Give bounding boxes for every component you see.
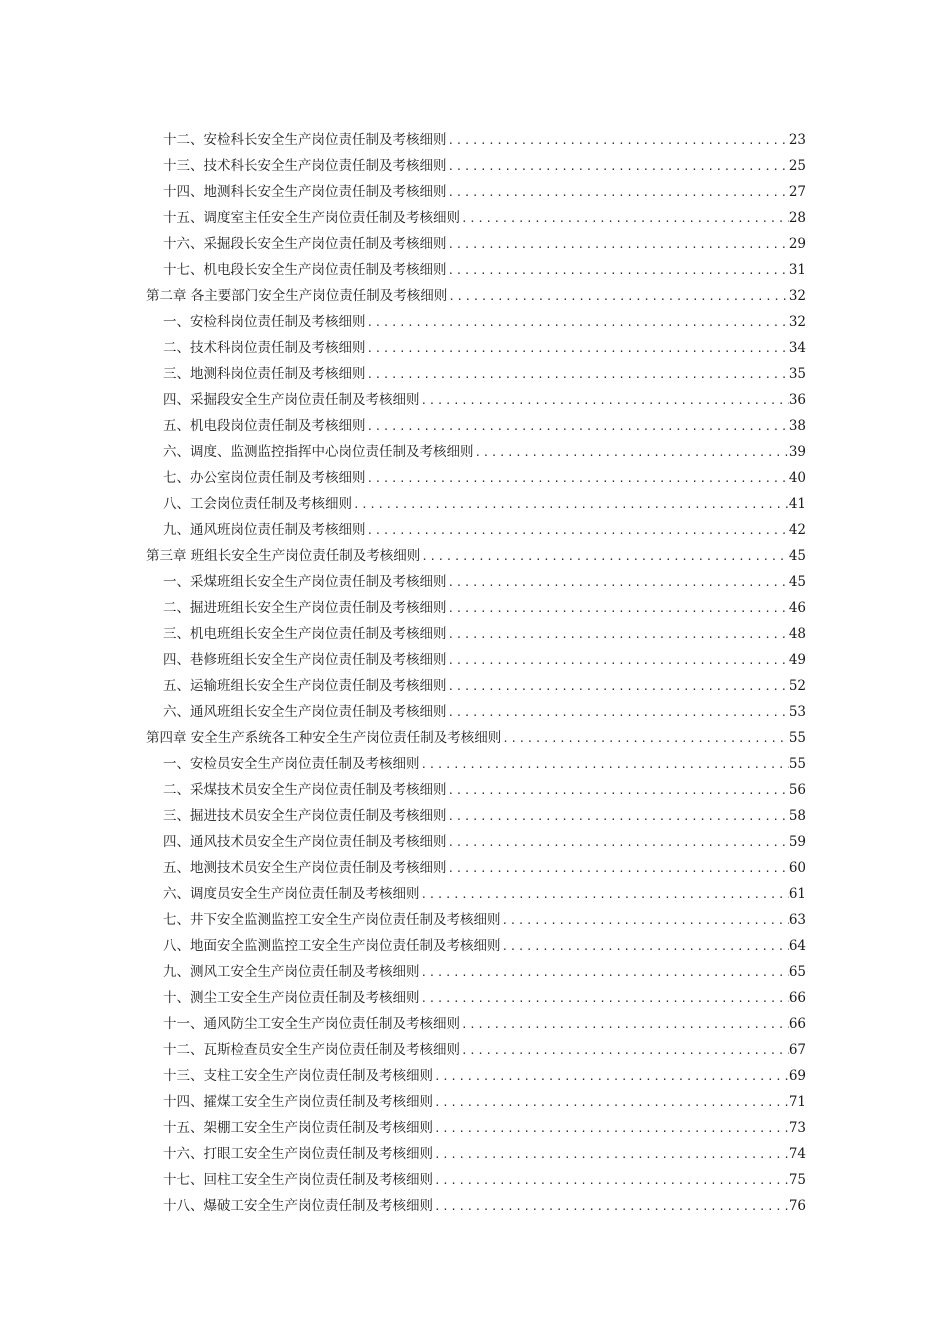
toc-page-number: 53 [788,704,806,720]
toc-dot-leader [447,232,789,257]
toc-page-number: 23 [788,132,806,148]
toc-section-entry[interactable] [146,1167,806,1193]
toc-page-number: 76 [788,1198,806,1214]
toc-dot-leader [460,1038,789,1063]
toc-dot-leader [447,596,789,621]
toc-entry-title: 十五、架棚工安全生产岗位责任制及考核细则 [163,1120,433,1136]
toc-page-number: 42 [788,522,806,538]
toc-entry-title: 四、通风技术员安全生产岗位责任制及考核细则 [163,834,447,850]
toc-dot-leader [352,492,789,517]
toc-entry-title: 十七、机电段长安全生产岗位责任制及考核细则 [163,262,447,278]
toc-section-entry[interactable] [146,1089,806,1115]
toc-entry-title: 九、通风班岗位责任制及考核细则 [163,522,366,538]
toc-page-number: 36 [788,392,806,408]
toc-entry-title: 十一、通风防尘工安全生产岗位责任制及考核细则 [163,1016,460,1032]
toc-section-entry[interactable] [146,309,806,335]
toc-section-entry[interactable] [146,1011,806,1037]
toc-entry-title: 十六、打眼工安全生产岗位责任制及考核细则 [163,1146,433,1162]
toc-section-entry[interactable] [146,153,806,179]
toc-entry-title: 六、通风班组长安全生产岗位责任制及考核细则 [163,704,447,720]
toc-section-entry[interactable] [146,517,806,543]
toc-page-number: 73 [788,1120,806,1136]
toc-dot-leader [447,778,789,803]
toc-entry-title: 一、安检员安全生产岗位责任制及考核细则 [163,756,420,772]
toc-dot-leader [501,726,789,751]
toc-section-entry[interactable] [146,777,806,803]
toc-section-entry[interactable] [146,803,806,829]
toc-page-number: 29 [788,236,806,252]
toc-section-entry[interactable] [146,1037,806,1063]
toc-entry-title: 十三、支柱工安全生产岗位责任制及考核细则 [163,1068,433,1084]
toc-dot-leader [433,1194,789,1219]
toc-dot-leader [447,700,789,725]
toc-page-number: 66 [788,1016,806,1032]
toc-entry-title: 五、机电段岗位责任制及考核细则 [163,418,366,434]
toc-page-number: 67 [788,1042,806,1058]
toc-page-number: 27 [788,184,806,200]
toc-dot-leader [460,206,789,231]
toc-dot-leader [433,1090,789,1115]
toc-entry-title: 五、运输班组长安全生产岗位责任制及考核细则 [163,678,447,694]
toc-dot-leader [447,856,789,881]
toc-section-entry[interactable] [146,231,806,257]
toc-page-number: 59 [788,834,806,850]
toc-page-number: 69 [788,1068,806,1084]
toc-section-entry[interactable] [146,205,806,231]
toc-page-number: 75 [788,1172,806,1188]
toc-page-number: 45 [788,548,806,564]
toc-page-number: 25 [788,158,806,174]
toc-section-entry[interactable] [146,621,806,647]
toc-dot-leader [447,622,789,647]
toc-section-entry[interactable] [146,491,806,517]
toc-section-entry[interactable] [146,985,806,1011]
toc-dot-leader [501,934,789,959]
toc-section-entry[interactable] [146,1063,806,1089]
toc-section-entry[interactable] [146,647,806,673]
toc-entry-title: 三、机电班组长安全生产岗位责任制及考核细则 [163,626,447,642]
toc-entry-title: 十八、爆破工安全生产岗位责任制及考核细则 [163,1198,433,1214]
toc-entry-title: 十六、采掘段长安全生产岗位责任制及考核细则 [163,236,447,252]
toc-page-number: 74 [788,1146,806,1162]
toc-page-number: 38 [788,418,806,434]
toc-dot-leader [420,882,789,907]
toc-page-number: 32 [788,288,806,304]
toc-chapter-entry[interactable] [146,283,806,309]
toc-section-entry[interactable] [146,855,806,881]
toc-section-entry[interactable] [146,439,806,465]
toc-section-entry[interactable] [146,361,806,387]
toc-page-number: 46 [788,600,806,616]
toc-page-number: 58 [788,808,806,824]
toc-page-number: 56 [788,782,806,798]
toc-page-number: 48 [788,626,806,642]
toc-page-number: 45 [788,574,806,590]
toc-entry-title: 九、测风工安全生产岗位责任制及考核细则 [163,964,420,980]
toc-entry-title: 八、工会岗位责任制及考核细则 [163,496,352,512]
toc-entry-title: 六、调度员安全生产岗位责任制及考核细则 [163,886,420,902]
toc-page-number: 55 [788,730,806,746]
toc-page-number: 31 [788,262,806,278]
toc-dot-leader [447,570,789,595]
toc-section-entry[interactable] [146,465,806,491]
toc-section-entry[interactable] [146,595,806,621]
toc-page-number: 32 [788,314,806,330]
toc-entry-title: 三、掘进技术员安全生产岗位责任制及考核细则 [163,808,447,824]
toc-entry-title: 二、技术科岗位责任制及考核细则 [163,340,366,356]
toc-entry-title: 八、地面安全监测监控工安全生产岗位责任制及考核细则 [163,938,501,954]
toc-entry-title: 四、巷修班组长安全生产岗位责任制及考核细则 [163,652,447,668]
toc-section-entry[interactable] [146,673,806,699]
toc-dot-leader [366,362,789,387]
toc-section-entry[interactable] [146,413,806,439]
toc-page-number: 60 [788,860,806,876]
toc-page-number: 66 [788,990,806,1006]
toc-dot-leader [501,908,789,933]
toc-dot-leader [366,336,789,361]
toc-entry-title: 第三章 班组长安全生产岗位责任制及考核细则 [146,548,421,564]
toc-dot-leader [366,466,789,491]
toc-section-entry[interactable] [146,959,806,985]
toc-section-entry[interactable] [146,387,806,413]
toc-section-entry[interactable] [146,1141,806,1167]
toc-entry-title: 十四、攉煤工安全生产岗位责任制及考核细则 [163,1094,433,1110]
toc-section-entry[interactable] [146,179,806,205]
table-of-contents [146,127,806,1219]
toc-chapter-entry[interactable] [146,725,806,751]
toc-page-number: 71 [788,1094,806,1110]
toc-entry-title: 第二章 各主要部门安全生产岗位责任制及考核细则 [146,288,448,304]
toc-dot-leader [447,674,789,699]
toc-section-entry[interactable] [146,829,806,855]
toc-entry-title: 一、安检科岗位责任制及考核细则 [163,314,366,330]
toc-page-number: 34 [788,340,806,356]
toc-entry-title: 十二、瓦斯检查员安全生产岗位责任制及考核细则 [163,1042,460,1058]
toc-entry-title: 十四、地测科长安全生产岗位责任制及考核细则 [163,184,447,200]
toc-dot-leader [420,986,789,1011]
toc-dot-leader [433,1116,789,1141]
toc-page-number: 63 [788,912,806,928]
toc-dot-leader [420,544,789,569]
toc-dot-leader [474,440,789,465]
toc-entry-title: 十五、调度室主任安全生产岗位责任制及考核细则 [163,210,460,226]
toc-entry-title: 十三、技术科长安全生产岗位责任制及考核细则 [163,158,447,174]
toc-dot-leader [420,388,789,413]
toc-section-entry[interactable] [146,1193,806,1219]
toc-section-entry[interactable] [146,127,806,153]
toc-page-number: 65 [788,964,806,980]
toc-dot-leader [433,1142,789,1167]
toc-dot-leader [366,518,789,543]
toc-entry-title: 七、办公室岗位责任制及考核细则 [163,470,366,486]
toc-dot-leader [433,1168,789,1193]
toc-entry-title: 四、采掘段安全生产岗位责任制及考核细则 [163,392,420,408]
toc-dot-leader [460,1012,789,1037]
toc-section-entry[interactable] [146,907,806,933]
toc-entry-title: 二、采煤技术员安全生产岗位责任制及考核细则 [163,782,447,798]
toc-entry-title: 六、调度、监测监控指挥中心岗位责任制及考核细则 [163,444,474,460]
toc-section-entry[interactable] [146,881,806,907]
toc-dot-leader [420,752,789,777]
toc-section-entry[interactable] [146,257,806,283]
toc-page-number: 49 [788,652,806,668]
toc-entry-title: 一、采煤班组长安全生产岗位责任制及考核细则 [163,574,447,590]
toc-dot-leader [366,310,789,335]
toc-section-entry[interactable] [146,569,806,595]
toc-entry-title: 十二、安检科长安全生产岗位责任制及考核细则 [163,132,447,148]
toc-page-number: 52 [788,678,806,694]
toc-page-number: 28 [788,210,806,226]
toc-entry-title: 七、井下安全监测监控工安全生产岗位责任制及考核细则 [163,912,501,928]
toc-dot-leader [433,1064,789,1089]
toc-entry-title: 五、地测技术员安全生产岗位责任制及考核细则 [163,860,447,876]
toc-page-number: 61 [788,886,806,902]
toc-page-number: 40 [788,470,806,486]
toc-chapter-entry[interactable] [146,543,806,569]
toc-dot-leader [447,180,789,205]
toc-dot-leader [447,258,789,283]
toc-dot-leader [447,154,789,179]
toc-entry-title: 三、地测科岗位责任制及考核细则 [163,366,366,382]
toc-section-entry[interactable] [146,335,806,361]
toc-section-entry[interactable] [146,933,806,959]
toc-section-entry[interactable] [146,699,806,725]
toc-section-entry[interactable] [146,1115,806,1141]
toc-page-number: 35 [788,366,806,382]
toc-page-number: 39 [788,444,806,460]
toc-dot-leader [447,284,789,309]
toc-entry-title: 二、掘进班组长安全生产岗位责任制及考核细则 [163,600,447,616]
toc-dot-leader [447,648,789,673]
toc-entry-title: 十七、回柱工安全生产岗位责任制及考核细则 [163,1172,433,1188]
toc-page-number: 64 [788,938,806,954]
toc-dot-leader [447,830,789,855]
toc-entry-title: 十、测尘工安全生产岗位责任制及考核细则 [163,990,420,1006]
toc-section-entry[interactable] [146,751,806,777]
toc-dot-leader [447,128,789,153]
toc-dot-leader [447,804,789,829]
toc-page-number: 41 [788,496,806,512]
toc-page-number: 55 [788,756,806,772]
toc-entry-title: 第四章 安全生产系统各工种安全生产岗位责任制及考核细则 [146,730,502,746]
toc-dot-leader [420,960,789,985]
toc-dot-leader [366,414,789,439]
